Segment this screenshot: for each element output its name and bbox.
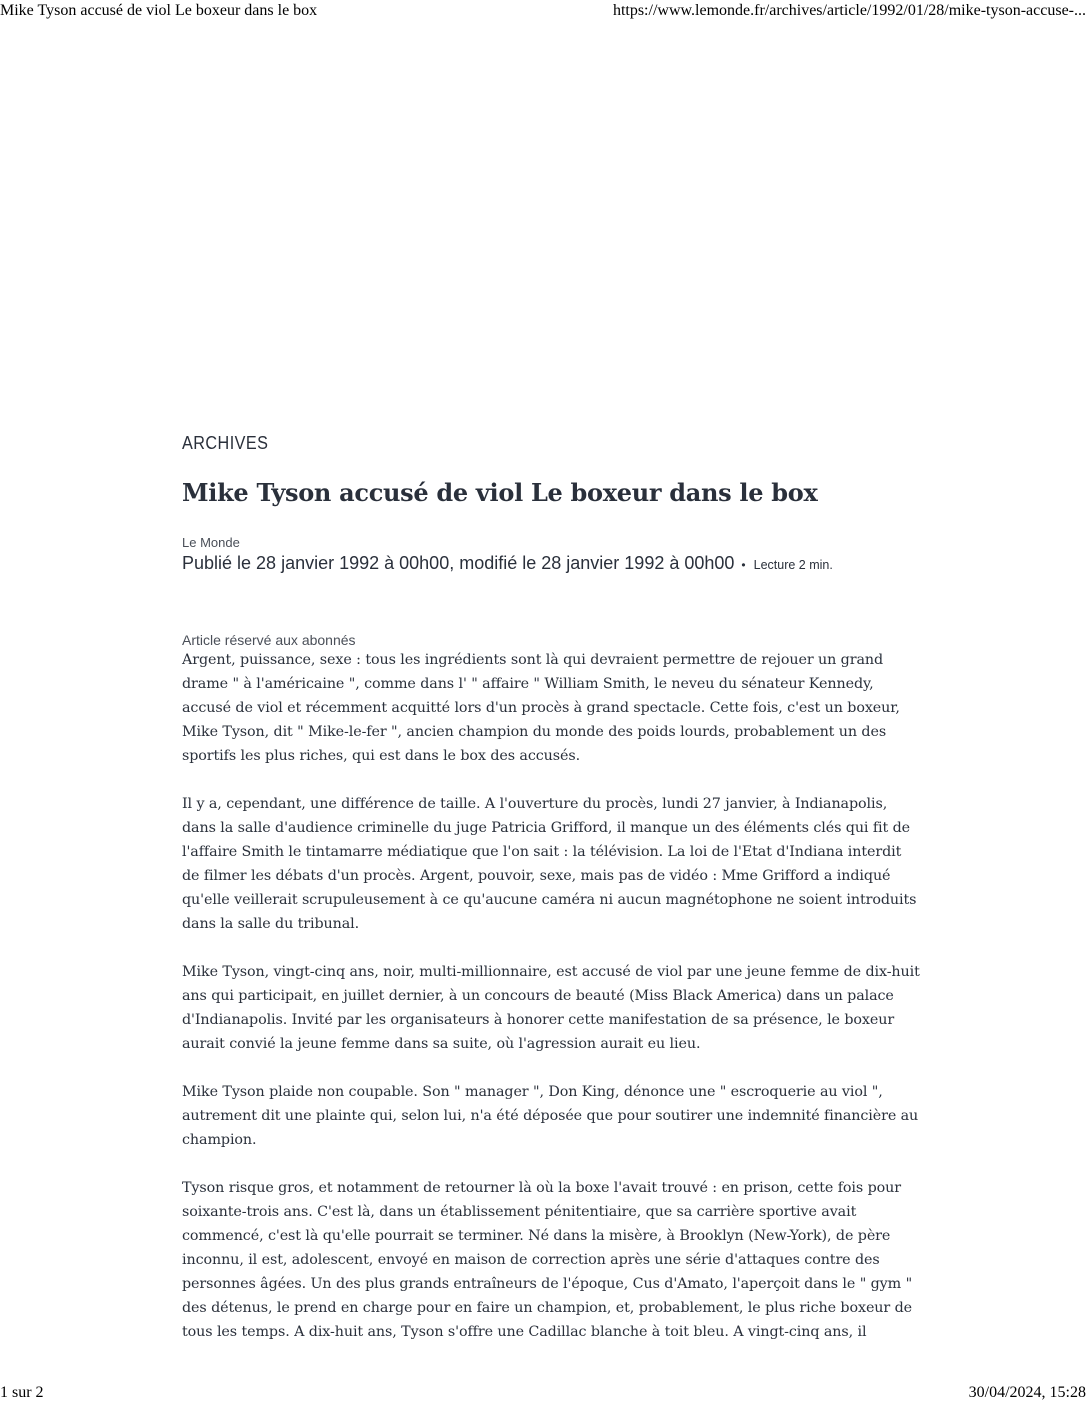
print-page-title: Mike Tyson accusé de viol Le boxeur dans le box [0,2,318,19]
article-paragraph-1: Argent, puissance, sexe : tous les ingrédients sont là qui devraient permettre de rejouer un grand drame " à l'américaine ", comme dans l' " affaire " William Smith, le neveu du sénateur Kennedy, accusé de viol et récemment acquitté lors d'un procès à grand spectacle. Cette fois, c'est un boxeur, Mike Tyson, dit " Mike-le-fer ", ancien champion du monde des poids lourds, probablement un des sportifs les plus riches, qui est dans le box des accusés. [182,652,900,764]
page-count: 1 sur 2 [0,1384,44,1401]
publication-date: Publié le 28 janvier 1992 à 00h00, modifié le 28 janvier 1992 à 00h00 [182,553,735,573]
print-datetime: 30/04/2024, 15:28 [968,1384,1086,1401]
article-author[interactable]: Le Monde [182,535,240,550]
section-label[interactable]: ARCHIVES [182,433,269,453]
article-paragraph-3: Mike Tyson, vingt-cinq ans, noir, multi-millionnaire, est accusé de viol par une jeune femme de dix-huit ans qui participait, en juillet dernier, à un concours de beauté (Miss Black America) dans un palace d'Indianapolis. Invité par les organisateurs à honorer cette manifestation de sa présence, le boxeur aurait convié la jeune femme dans sa suite, où l'agression aurait eu lieu. [182,964,920,1052]
article-meta [182,553,922,574]
read-time: Lecture 2 min. [753,558,833,572]
article-paragraph-4: Mike Tyson plaide non coupable. Son " manager ", Don King, dénonce une " escroquerie au viol ", autrement dit une plainte qui, selon lui, n'a été déposée que pour soutirer une indemnité financière au champion. [182,1084,919,1148]
meta-separator: • [741,558,746,572]
article [182,433,922,1368]
article-body [182,648,922,1344]
subscriber-note: Article réservé aux abonnés [182,632,356,648]
print-footer [0,1382,1088,1408]
article-paragraph-2: Il y a, cependant, une différence de taille. A l'ouverture du procès, lundi 27 janvier, à Indianapolis, dans la salle d'audience criminelle du juge Patricia Grifford, il manque un des éléments clés qui fit de l'affaire Smith le tintamarre médiatique que l'on sait : la télévision. La loi de l'Etat d'Indiana interdit de filmer les débats d'un procès. Argent, pouvoir, sexe, mais pas de vidéo : Mme Grifford a indiqué qu'elle veillerait scrupuleusement à ce qu'aucune caméra ni aucun magnétophone ne soient introduits dans la salle du tribunal. [182,796,917,932]
print-page-url: https://www.lemonde.fr/archives/article/1992/01/28/mike-tyson-accuse-... [612,2,1086,19]
print-header [0,0,1088,24]
article-paragraph-5: Tyson risque gros, et notamment de retourner là où la boxe l'avait trouvé : en prison, cette fois pour soixante-trois ans. C'est là, dans un établissement pénitentiaire, que sa carrière sportive avait commencé, c'est là qu'elle pourrait se terminer. Né dans la misère, à Brooklyn (New-York), de père inconnu, il est, adolescent, envoyé en maison de correction après une série d'attaques contre des personnes âgées. Un des plus grands entraîneurs de l'époque, Cus d'Amato, l'aperçoit dans le " gym " des détenus, le prend en charge pour en faire un champion, et, probablement, le plus riche boxeur de tous les temps. A dix-huit ans, Tyson s'offre une Cadillac blanche à toit bleu. A vingt-cinq ans, il [182,1180,913,1340]
article-headline: Mike Tyson accusé de viol Le boxeur dans le box [182,478,818,507]
